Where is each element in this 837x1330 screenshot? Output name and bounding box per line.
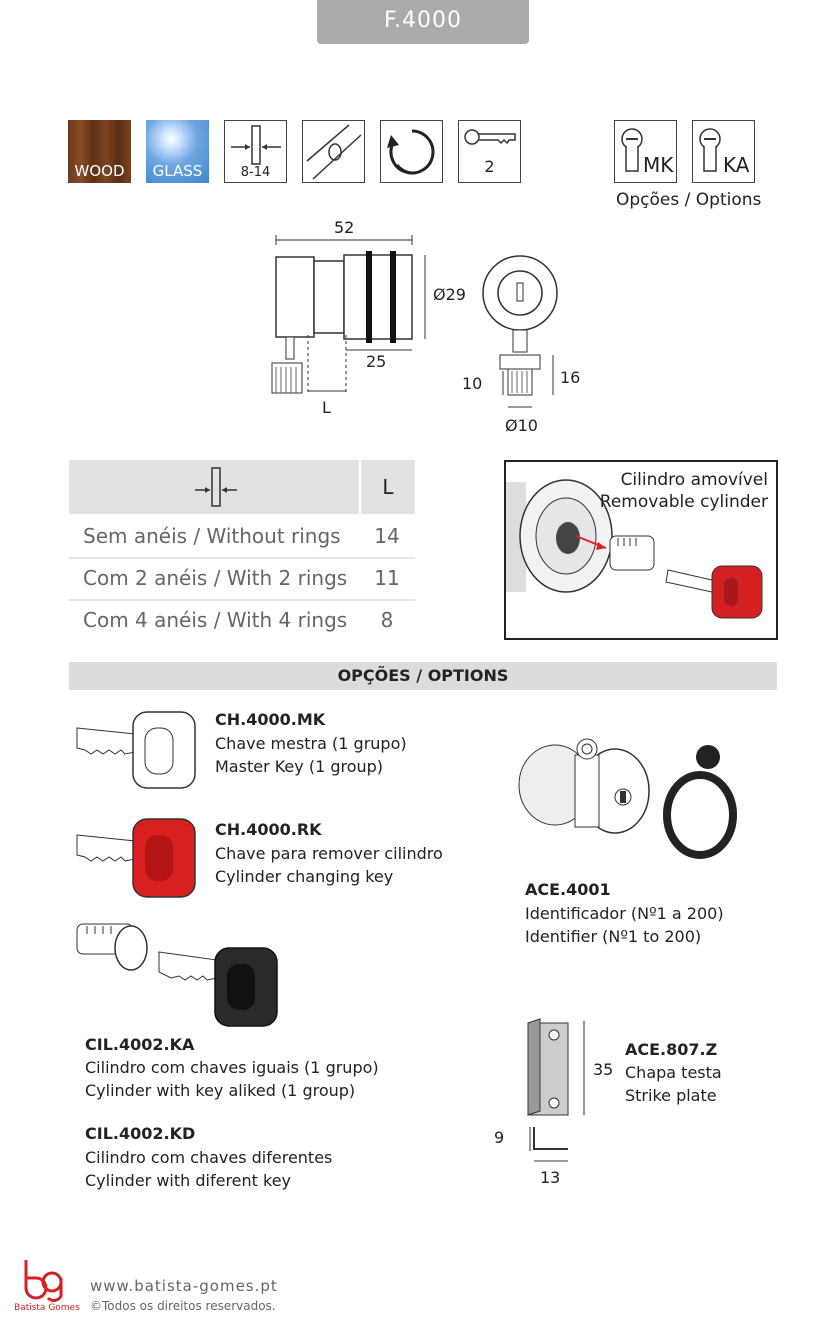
master-key-option-icon — [614, 120, 677, 183]
master-key-illustration — [75, 708, 200, 790]
lock-front-view-drawing — [475, 255, 585, 415]
wood-material-icon — [68, 120, 131, 183]
red-key-illustration — [75, 815, 200, 900]
product-desc-pt: Chave mestra (1 grupo) — [215, 734, 407, 753]
dim-height-16: 16 — [560, 368, 581, 387]
product-desc-pt: Chapa testa — [625, 1063, 722, 1082]
product-desc-pt: Cilindro com chaves diferentes — [85, 1148, 333, 1167]
product-code-ka: CIL.4002.KA — [85, 1035, 195, 1054]
thickness-icon — [224, 120, 287, 183]
dim-L: L — [322, 398, 331, 417]
ring-option-label: Sem anéis / Without rings — [83, 524, 341, 548]
dim-length-52: 52 — [334, 218, 355, 237]
website-link[interactable]: www.batista-gomes.pt — [90, 1277, 278, 1295]
ring-option-label: Com 4 anéis / With 4 rings — [83, 608, 348, 632]
identifier-illustration — [515, 735, 740, 865]
dim-diameter-29: Ø29 — [433, 285, 466, 304]
product-desc-en: Cylinder changing key — [215, 867, 394, 886]
product-desc-en: Strike plate — [625, 1086, 717, 1105]
dim-height-35: 35 — [593, 1060, 614, 1079]
removable-caption-en: Removable cylinder — [599, 492, 768, 512]
product-code-kd: CIL.4002.KD — [85, 1124, 196, 1143]
table-row — [69, 515, 415, 557]
options-section-title: OPÇÕES / OPTIONS — [69, 662, 777, 690]
product-code-ace807: ACE.807.Z — [625, 1040, 718, 1059]
product-code-mk: CH.4000.MK — [215, 710, 326, 729]
ring-option-label: Com 2 anéis / With 2 rings — [83, 566, 348, 590]
product-desc-pt: Cilindro com chaves iguais (1 grupo) — [85, 1058, 379, 1077]
dim-height-10: 10 — [462, 374, 483, 393]
product-desc-pt: Chave para remover cilindro — [215, 844, 443, 863]
product-code-ace4001: ACE.4001 — [525, 880, 611, 899]
ring-option-value: 11 — [374, 566, 400, 590]
ring-option-value: 8 — [380, 608, 394, 632]
table-row — [69, 557, 415, 599]
product-desc-en: Cylinder with key aliked (1 group) — [85, 1081, 356, 1100]
glass-label: GLASS — [152, 162, 203, 180]
wood-label: WOOD — [74, 162, 125, 180]
table-header-L: L — [361, 460, 415, 514]
lock-side-view-drawing — [262, 215, 437, 420]
thickness-label: 8-14 — [240, 165, 271, 180]
strike-plate-illustration — [510, 1015, 600, 1175]
brand-name: Batista Gomes — [14, 1303, 80, 1313]
ka-label: KA — [723, 153, 750, 177]
product-code-rk: CH.4000.RK — [215, 820, 322, 839]
product-desc-en: Identifier (Nº1 to 200) — [525, 927, 702, 946]
options-caption: Opções / Options — [616, 190, 762, 210]
thickness-icon — [191, 466, 241, 508]
product-desc-pt: Identificador (Nº1 a 200) — [525, 904, 724, 923]
rotation-glyph — [381, 121, 444, 184]
page-title: F.4000 — [317, 0, 529, 44]
copyright-text: ©Todos os direitos reservados. — [90, 1299, 276, 1313]
cylinder-black-key-illustration — [75, 908, 285, 1028]
glass-material-icon — [146, 120, 209, 183]
dim-width-13: 13 — [540, 1168, 561, 1187]
brand-logo-icon — [20, 1258, 66, 1302]
table-row — [69, 599, 415, 641]
removable-caption-pt: Cilindro amovível — [620, 470, 768, 490]
keyed-alike-option-icon — [692, 120, 755, 183]
product-desc-en: Master Key (1 group) — [215, 757, 384, 776]
product-desc-en: Cylinder with diferent key — [85, 1171, 292, 1190]
key-count-icon — [458, 120, 521, 183]
dim-diameter-10: Ø10 — [505, 416, 538, 435]
removable-cylinder-panel — [504, 460, 778, 640]
mount-hole-icon — [302, 120, 365, 183]
mk-label: MK — [643, 153, 674, 177]
dim-length-25: 25 — [366, 352, 387, 371]
rotation-icon — [380, 120, 443, 183]
dim-height-9: 9 — [494, 1128, 505, 1147]
mount-hole-glyph — [303, 121, 366, 184]
key-count-label: 2 — [484, 157, 495, 176]
table-header-thickness — [69, 460, 359, 514]
ring-option-value: 14 — [374, 524, 400, 548]
